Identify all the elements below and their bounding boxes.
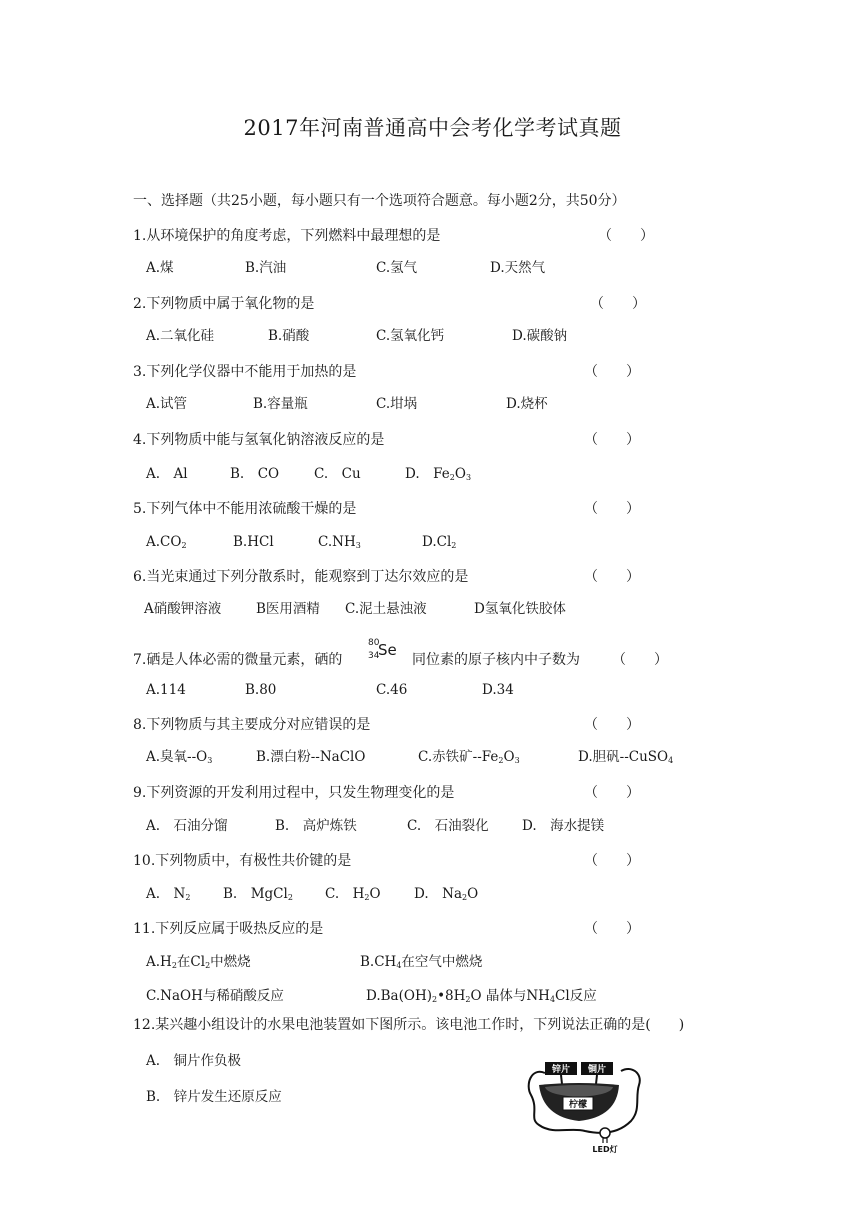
question-6-option-a: A硝酸钾溶液 <box>144 601 222 617</box>
question-1-option-d: D.天然气 <box>490 260 546 276</box>
q11-b-text-tail: 在空气中燃烧 <box>401 954 483 970</box>
question-2-option-b: B.硝酸 <box>268 328 310 344</box>
question-6-option-b: B医用酒精 <box>256 601 320 617</box>
question-3-option-a: A.试管 <box>146 396 188 412</box>
question-10-answer-blank: （ ） <box>584 853 640 869</box>
q8-a-formula: A.臭氧--O <box>146 749 208 765</box>
q11-b-text: B.CH <box>360 954 397 970</box>
q11-a-text-tail: 中燃烧 <box>210 954 251 970</box>
selenium-isotope-symbol <box>368 638 402 666</box>
subscript: 3 <box>207 756 213 765</box>
question-8-stem: 8.下列物质与其主要成分对应错误的是 <box>133 717 371 733</box>
zinc-plate-label: 锌片 <box>551 1065 571 1075</box>
led-bulb-icon <box>600 1128 610 1138</box>
subscript: 4 <box>668 756 674 765</box>
question-7-option-b: B.80 <box>245 682 277 698</box>
question-6-option-c: C.泥土悬浊液 <box>345 601 427 617</box>
subscript: 3 <box>514 756 520 765</box>
subscript: 2 <box>498 756 504 765</box>
fruit-battery-figure <box>523 1055 645 1155</box>
question-2-option-a: A.二氧化硅 <box>146 328 215 344</box>
q10-b-formula: B. MgCl <box>223 886 288 902</box>
subscript: 2 <box>431 995 438 1004</box>
question-9-option-d: D. 海水提镁 <box>522 818 605 834</box>
q10-a-formula: A. N <box>146 886 186 902</box>
question-10-option-b <box>223 888 293 902</box>
question-10-stem: 10.下列物质中，有极性共价键的是 <box>133 853 352 869</box>
q4-d-formula: D. Fe <box>405 466 450 482</box>
lemon-label: 柠檬 <box>568 1100 588 1110</box>
question-3-option-c: C.坩埚 <box>376 396 418 412</box>
question-6-stem: 6.当光束通过下列分散系时，能观察到丁达尔效应的是 <box>133 569 469 585</box>
subscript: 4 <box>396 961 402 970</box>
q11-d-text-mid1: •8H <box>437 988 466 1004</box>
page-title: 2017年河南普通高中会考化学考试真题 <box>243 116 622 140</box>
q10-d-formula-tail: O <box>467 886 479 902</box>
subscript: 2 <box>449 473 455 482</box>
question-4-option-a: A. Al <box>146 466 188 482</box>
question-10-option-c <box>325 888 381 902</box>
question-5-option-a <box>146 536 187 550</box>
isotope-atomic-number: 34 <box>368 651 380 661</box>
q11-d-text-mid2: O 晶体与NH <box>470 988 550 1004</box>
question-11-option-b <box>360 956 482 970</box>
q4-d-formula-mid: O <box>454 466 466 482</box>
question-4-option-d <box>405 468 471 482</box>
question-11-stem: 11.下列反应属于吸热反应的是 <box>133 921 324 937</box>
question-8-option-c <box>418 751 520 765</box>
question-1-option-b: B.汽油 <box>245 260 287 276</box>
question-3-option-b: B.容量瓶 <box>253 396 308 412</box>
question-12-option-a: A. 铜片作负极 <box>146 1053 242 1069</box>
question-10-option-a <box>146 888 190 902</box>
subscript: 2 <box>181 541 187 550</box>
question-2-answer-blank: （ ） <box>590 296 646 312</box>
q8-d-formula: D.胆矾--CuSO <box>578 749 669 765</box>
question-4-option-c: C. Cu <box>314 466 361 482</box>
question-11-answer-blank: （ ） <box>584 921 640 937</box>
question-10-option-d <box>414 888 478 902</box>
question-8-option-d <box>578 751 673 765</box>
question-5-option-b: B.HCl <box>233 534 274 550</box>
question-8-option-b: B.漂白粉--NaClO <box>256 749 366 765</box>
question-3-stem: 3.下列化学仪器中不能用于加热的是 <box>133 364 357 380</box>
isotope-element-symbol: Se <box>378 641 397 659</box>
question-3-answer-blank: （ ） <box>584 364 640 380</box>
q11-d-text: D.Ba(OH) <box>366 988 432 1004</box>
question-2-option-d: D.碳酸钠 <box>512 328 568 344</box>
question-5-answer-blank: （ ） <box>584 501 640 517</box>
section-heading: 一、选择题（共25小题，每小题只有一个选项符合题意。每小题2分，共50分） <box>133 193 626 209</box>
q8-c-formula: C.赤铁矿--Fe <box>418 749 499 765</box>
copper-plate-label: 铜片 <box>587 1065 607 1075</box>
question-4-answer-blank: （ ） <box>584 432 640 448</box>
question-1-answer-blank: （ ） <box>598 228 654 244</box>
question-5-option-c <box>318 536 361 550</box>
subscript: 2 <box>462 893 468 902</box>
question-7-option-a: A.114 <box>146 682 186 698</box>
subscript: 3 <box>355 541 361 550</box>
question-9-option-a: A. 石油分馏 <box>146 818 228 834</box>
question-7-option-c: C.46 <box>376 682 408 698</box>
question-12-stem: 12.某兴趣小组设计的水果电池装置如下图所示。该电池工作时，下列说法正确的是( ) <box>133 1017 685 1033</box>
subscript: 2 <box>185 893 191 902</box>
question-3-option-d: D.烧杯 <box>506 396 548 412</box>
q10-c-formula: C. H <box>325 886 365 902</box>
question-7-stem: 7.硒是人体必需的微量元素，硒的 <box>133 652 343 668</box>
question-7-stem-tail: 同位素的原子核内中子数为 <box>412 652 580 668</box>
subscript: 2 <box>205 961 211 970</box>
question-7-answer-blank: （ ） <box>612 652 668 668</box>
question-6-answer-blank: （ ） <box>584 569 640 585</box>
question-1-option-a: A.煤 <box>146 260 174 276</box>
question-8-answer-blank: （ ） <box>584 717 640 733</box>
subscript: 2 <box>287 893 293 902</box>
q11-a-text-mid: 在Cl <box>176 954 206 970</box>
question-2-stem: 2.下列物质中属于氧化物的是 <box>133 296 315 312</box>
subscript: 3 <box>465 473 472 482</box>
question-6-option-d: D氢氧化铁胶体 <box>474 601 566 617</box>
q5-d-formula: D.Cl <box>422 534 452 550</box>
question-9-answer-blank: （ ） <box>584 785 640 801</box>
q5-a-formula: A.CO <box>146 534 182 550</box>
question-9-option-c: C. 石油裂化 <box>407 818 489 834</box>
question-5-option-d <box>422 536 456 550</box>
q8-c-formula-mid: O <box>503 749 515 765</box>
isotope-mass-number: 80 <box>368 638 380 648</box>
question-11-option-c: C.NaOH与稀硝酸反应 <box>146 988 284 1004</box>
q11-a-text: A.H <box>146 954 172 970</box>
question-4-option-b: B. CO <box>230 466 280 482</box>
led-label: LED灯 <box>592 1145 618 1154</box>
q5-c-formula: C.NH <box>318 534 356 550</box>
question-8-option-a <box>146 751 212 765</box>
question-4-stem: 4.下列物质中能与氢氧化钠溶液反应的是 <box>133 432 385 448</box>
question-9-option-b: B. 高炉炼铁 <box>275 818 357 834</box>
question-9-stem: 9.下列资源的开发利用过程中，只发生物理变化的是 <box>133 785 455 801</box>
q10-c-formula-tail: O <box>369 886 381 902</box>
subscript: 4 <box>549 995 556 1004</box>
question-12-option-b: B. 锌片发生还原反应 <box>146 1089 282 1105</box>
question-11-option-a <box>146 956 251 970</box>
question-5-stem: 5.下列气体中不能用浓硫酸干燥的是 <box>133 501 357 517</box>
question-11-option-d <box>366 990 597 1004</box>
question-1-option-c: C.氢气 <box>376 260 418 276</box>
subscript: 2 <box>451 541 457 550</box>
subscript: 2 <box>364 893 370 902</box>
q11-d-text-tail: Cl反应 <box>555 988 597 1004</box>
subscript: 2 <box>465 995 471 1004</box>
subscript: 2 <box>171 961 177 970</box>
question-2-option-c: C.氢氧化钙 <box>376 328 445 344</box>
question-1-stem: 1.从环境保护的角度考虑，下列燃料中最理想的是 <box>133 228 441 244</box>
q10-d-formula: D. Na <box>414 886 462 902</box>
question-7-option-d: D.34 <box>482 682 514 698</box>
